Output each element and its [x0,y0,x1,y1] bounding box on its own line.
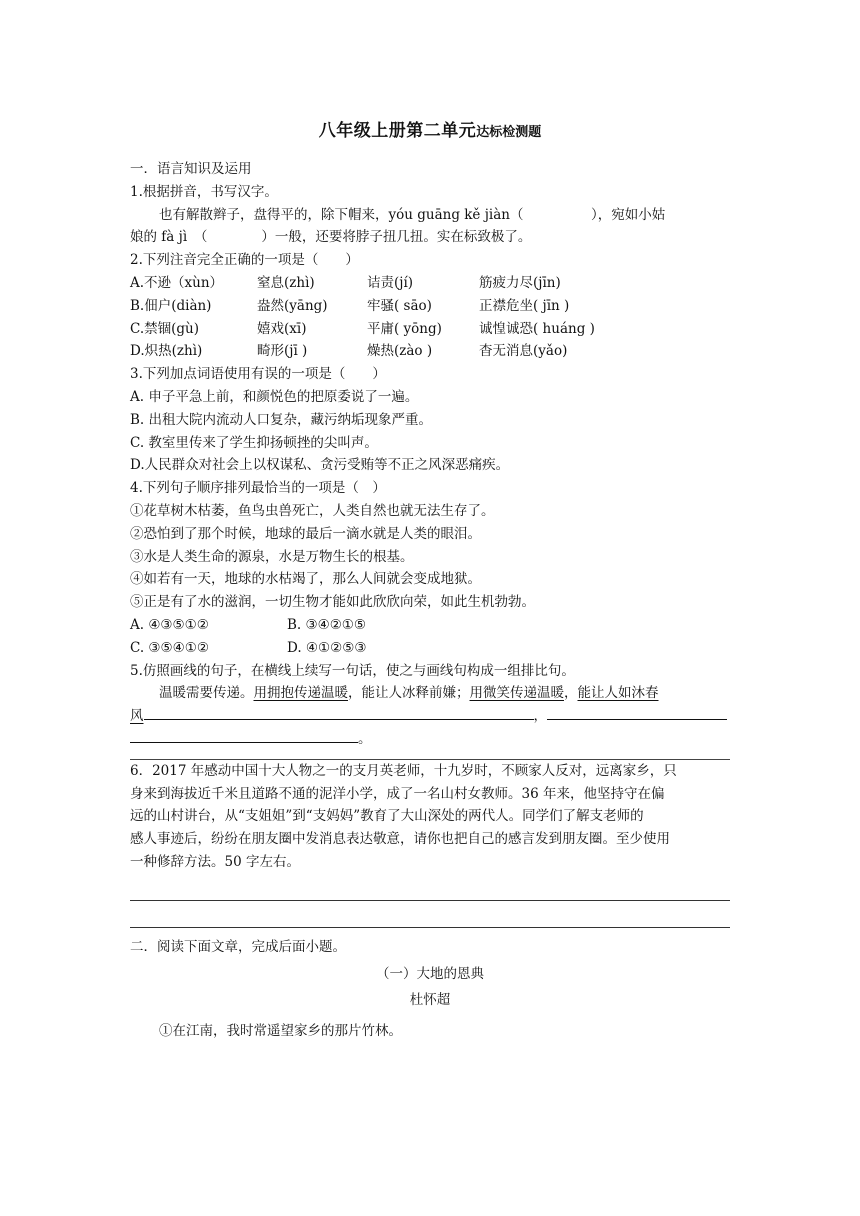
q2-d-1: D.炽热(zhì) [130,343,203,360]
q2-row-c [130,318,730,341]
q4-sentence-1: ①花草树木枯萎，鱼鸟虫兽死亡，人类自然也就无法生存了。 [130,502,495,519]
q2-a-3: 诘责(jí) [367,274,414,291]
q4-sentence-4: ④如若有一天，地球的水枯竭了，那么人间就会变成地狱。 [130,571,481,588]
q4-sentence-2: ②恐怕到了那个时候，地球的最后一滴水就是人类的眼泪。 [130,525,481,542]
q2-c-3: 平庸( yōng) [367,320,442,337]
q5-answer-line-1 [130,705,730,728]
q2-b-4: 正襟危坐( jīn ) [479,297,570,314]
q5-answer-blank-2[interactable] [547,705,727,720]
q3-option-c: C. 教室里传来了学生抑扬顿挫的尖叫声。 [130,434,378,451]
article-author: 杜怀超 [409,992,451,1009]
q5-answer-blank-3[interactable] [130,728,358,743]
q2-d-3: 燥热(zào ) [367,343,433,360]
q2-b-3: 牢骚( sāo) [367,297,432,314]
q5-sentence [130,682,730,705]
q3-option-a: A. 申子平急上前，和颜悦色的把原委说了一遍。 [130,388,419,405]
exam-content [130,158,730,1043]
q5-answer-blank-1[interactable] [144,705,534,720]
q4-sentence-5: ⑤正是有了水的滋润，一切生物才能如此欣欣向荣，如此生机勃勃。 [130,594,535,611]
q2-c-4: 诚惶诚恐( huáng ) [479,320,595,337]
article-title: （一）大地的恩典 [376,965,484,982]
q4-option-c: C. ③⑤④①② [130,639,209,656]
q6-answer-line-1[interactable] [130,874,730,901]
q5-text-1: 温暖需要传递。 [159,685,254,702]
q4-option-b: B. ③④②①⑤ [287,616,367,633]
q6-answer-line-2[interactable] [130,901,730,928]
q2-c-2: 嬉戏(xī) [257,320,307,337]
q2-row-a [130,272,730,295]
q2-b-1: B.佃户(diàn) [130,297,212,314]
q5-answer-line-2 [130,728,730,751]
q2-a-1: A.不逊（xùn） [130,274,224,291]
q2-stem: 2.下列注音完全正确的一项是（ ） [130,252,359,269]
page-title [0,116,860,141]
q5-text-2: ，能让人冰释前嫌； [348,685,470,702]
q4-options-cd [130,637,730,660]
q3-option-d: D.人民群众对社会上以权谋私、贪污受贿等不正之风深恶痛疾。 [130,457,510,474]
q5-end: 。 [358,730,372,747]
q4-stem: 4.下列句子顺序排列最恰当的一项是（ ） [130,480,386,497]
q2-row-d [130,340,730,363]
q2-b-2: 盎然(yāng) [257,297,328,314]
section-heading-1: 一．语言知识及运用 [130,161,252,177]
q2-c-1: C.禁锢(gù) [130,320,200,337]
q5-underlined-2: 用微笑传递温暖 [469,685,564,702]
article-paragraph-1: ①在江南，我时常遥望家乡的那片竹林。 [159,1023,402,1040]
q2-d-2: 畸形(jī ) [257,343,308,360]
q5-text-3: ， [564,685,578,702]
q6-line-1: 6．2017 年感动中国十大人物之一的支月英老师，十九岁时，不顾家人反对，远离家乡，只 [130,762,677,779]
q2-a-2: 窒息(zhì) [257,274,315,291]
q4-option-d: D. ④①②⑤③ [287,639,367,656]
q4-option-a: A. ④③⑤①② [130,616,209,633]
q1-line1: 也有解散辫子，盘得平的，除下帽来，yóu guāng kě jiàn（ ），宛如小姑 [159,206,666,223]
section-heading-2: 二．阅读下面文章，完成后面小题。 [130,938,346,955]
title-main: 八年级上册第二单元 [318,121,477,141]
q2-d-4: 杳无消息(yǎo) [479,343,568,360]
q1-line2: 娘的 fà jì （ ）一般，还要将脖子扭几扭。实在标致极了。 [130,229,532,246]
q6-line-4: 感人事迹后，纷纷在朋友圈中发消息表达敬意，请你也把自己的感言发到朋友圈。至少使用 [130,831,670,848]
q2-a-4: 筋疲力尽(jīn) [479,274,561,291]
q1-stem: 1.根据拼音，书写汉字。 [130,183,278,200]
q5-underlined-3: 能让人如沐春 [577,685,659,702]
q6-line-5: 一种修辞方法。50 字左右。 [130,853,300,870]
q6-line-2: 身来到海拔近千米且道路不通的泥洋小学，成了一名山村女教师。36 年来，他坚持守在偏 [130,785,665,802]
q5-comma: ， [533,708,547,725]
q5-underlined-4: 风 [130,708,144,725]
title-sub: 达标检测题 [476,125,542,140]
q4-sentence-3: ③水是人类生命的源泉，水是万物生长的根基。 [130,548,414,565]
q2-row-b [130,295,730,318]
q4-options-ab [130,614,730,637]
q3-stem: 3.下列加点词语使用有误的一项是（ ） [130,366,386,383]
q3-option-b: B. 出租大院内流动人口复杂，藏污纳垢现象严重。 [130,411,433,428]
q6-line-3: 远的山村讲台，从“支姐姐”到“支妈妈”教育了大山深处的两代人。同学们了解支老师的 [130,808,644,825]
q5-stem: 5.仿照画线的句子，在横线上续写一句话，使之与画线句构成一组排比句。 [130,662,575,679]
q5-underlined-1: 用拥抱传递温暖 [253,685,348,702]
